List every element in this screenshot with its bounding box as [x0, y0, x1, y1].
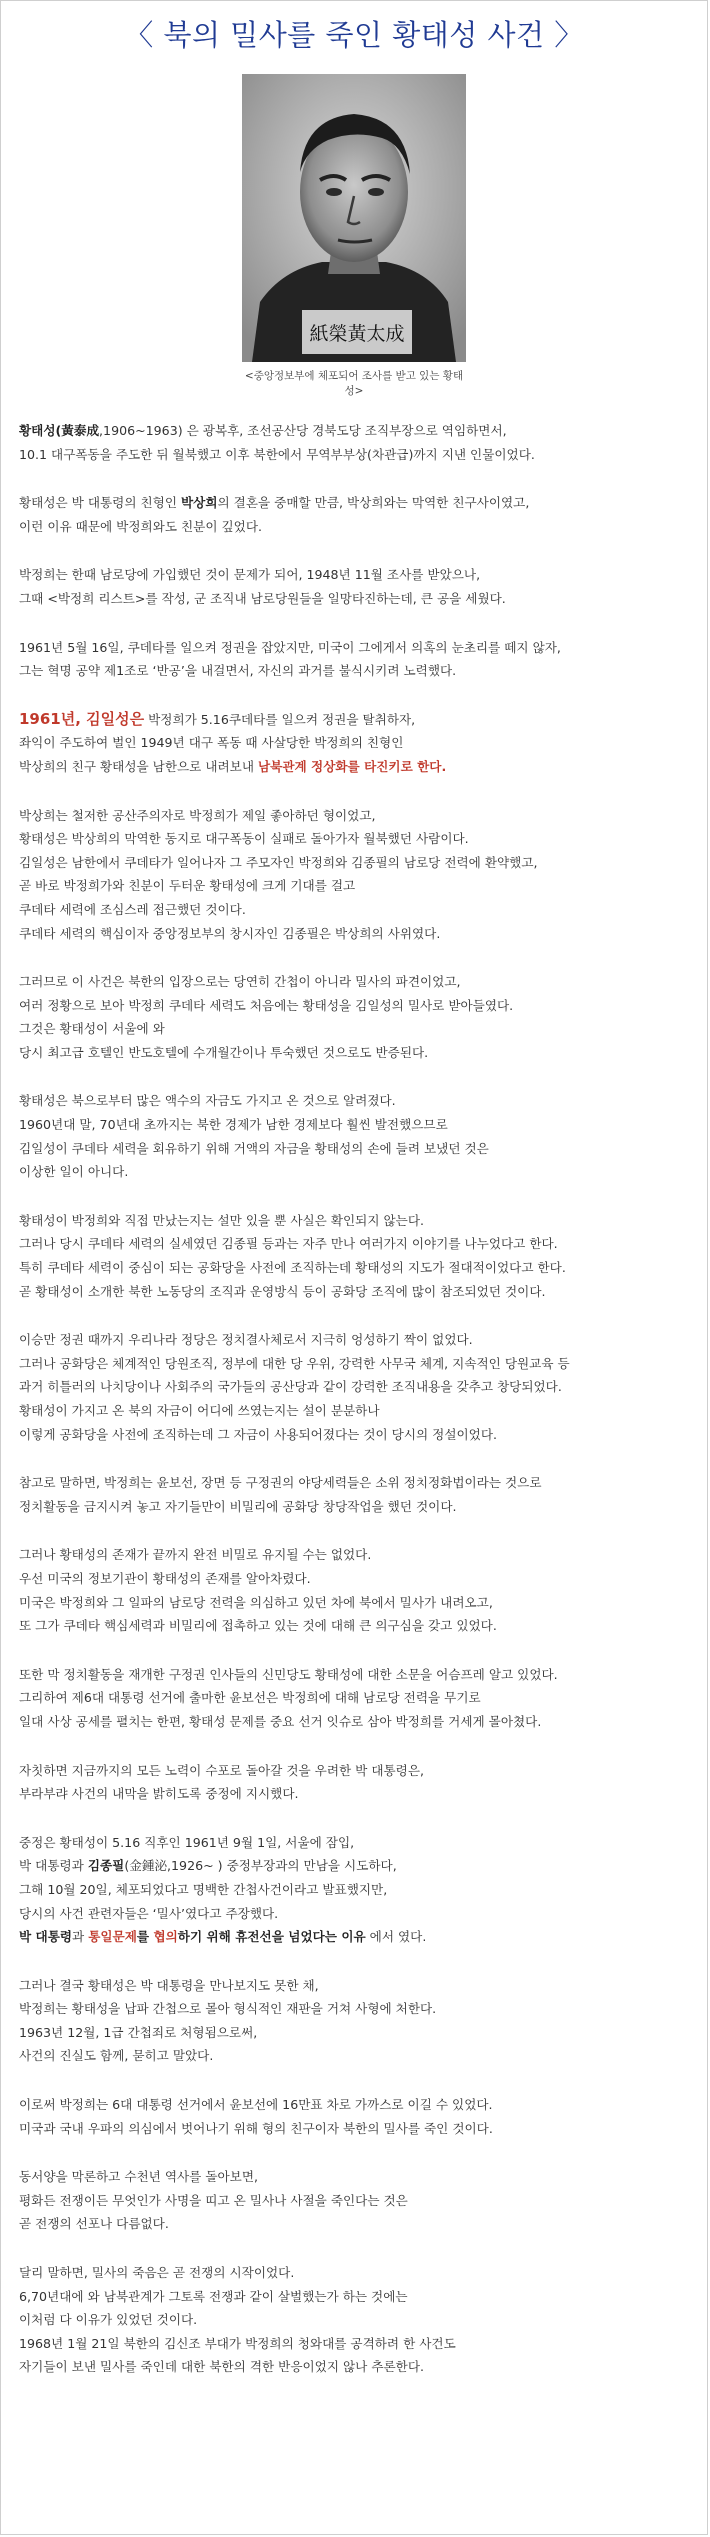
text-run: 황태성이 가지고 온 북의 자금이 어디에 쓰였는지는 설이 분분하나	[19, 1403, 380, 1418]
text-run: 박정희는 황태성을 납파 간첩으로 몰아 형식적인 재판을 거쳐 사형에 처한다.	[19, 2001, 437, 2017]
text-line	[19, 2189, 695, 2213]
text-run: 자기들이 보낸 밀사를 죽인데 대한 북한의 격한 반응이었지 않나 추론한다.	[19, 2359, 424, 2375]
text-run: (金鍾泌,1926~ ) 중정부장과의 만남을 시도하다,	[124, 1858, 397, 1874]
text-run: 1960년대 말, 70년대 초까지는 북한 경제가 남한 경제보다 훨씬 발전했으므로	[19, 1117, 448, 1133]
text-line	[19, 1974, 695, 1998]
text-line	[19, 1686, 695, 1710]
text-line	[19, 2261, 695, 2285]
text-run: 곧 전쟁의 선포나 다름없다.	[19, 2216, 169, 2232]
text-run: 그러나 황태성의 존재가 끝까지 완전 비밀로 유지될 수는 없었다.	[19, 1547, 372, 1563]
paragraph	[19, 1974, 695, 2068]
text-line	[19, 1375, 695, 1399]
portrait-photo	[242, 74, 466, 362]
text-run: 특히 쿠데타 세력이 중심이 되는 공화당을 사전에 조직하는데 황태성의 지도가 절대적이었다고 한다.	[19, 1260, 566, 1276]
text-run: 김일성이 쿠데타 세력을 회유하기 위해 거액의 자금을 황태성의 손에 들려 보냈던 것은	[19, 1140, 489, 1156]
text-line	[19, 1256, 695, 1280]
text-run: 이상한 일이 아니다.	[19, 1164, 129, 1180]
text-run: 그는 혁명 공약 제1조로 ‘반공’을 내걸면서, 자신의 과거를 불식시키려 노력했다.	[19, 663, 457, 679]
paragraph	[19, 491, 695, 538]
text-run: 이렇게 공화당을 사전에 조직하는데 그 자금이 사용되어졌다는 것이 당시의 정설이었다.	[19, 1426, 497, 1442]
text-line	[19, 1113, 695, 1137]
photo-caption: <중앙정보부에 체포되어 조사를 받고 있는 황태성>	[244, 370, 464, 397]
text-line	[19, 587, 695, 611]
text-line	[19, 1280, 695, 1304]
text-line	[19, 419, 695, 443]
text-run: 그러나 당시 쿠데타 세력의 실세였던 김종필 등과는 자주 만나 여러가지 이야기를 나누었다고 한다.	[19, 1236, 558, 1252]
text-run: 박 대통령과	[19, 1858, 88, 1874]
paragraph	[19, 563, 695, 610]
text-run: 쿠데타 세력의 핵심이자 중앙정보부의 창시자인 김종필은 박상희의 사위였다.	[19, 925, 441, 941]
text-run: 그러므로 이 사건은 북한의 입장으로는 당연히 간첩이 아니라 밀사의 파견이었고,	[19, 974, 461, 990]
text-run: 과	[72, 1929, 89, 1945]
text-line	[19, 2285, 695, 2309]
text-run: 김일성은 남한에서 쿠데타가 일어나자 그 주모자인 박정희와 김종필의 남로당 전력에 환약했고,	[19, 854, 538, 870]
text-run: 박상희의 친구 황태성을 남한으로 내려보내	[19, 758, 258, 774]
text-run: 박상희는 철저한 공산주의자로 박정희가 제일 좋아하던 형이었고,	[19, 807, 376, 823]
text-run: 황태성이 박정희와 직접 만났는지는 설만 있을 뿐 사실은 확인되지 않는다.	[19, 1212, 424, 1228]
emphasis-text: (黃泰成	[55, 423, 100, 438]
emphasis-text: 협의	[153, 1929, 178, 1945]
emphasis-text: 박 대통령	[19, 1929, 73, 1945]
paragraph	[19, 2261, 695, 2379]
paragraph	[19, 1663, 695, 1734]
photo-chest-text: 紙榮黃太成	[309, 323, 405, 345]
text-line	[19, 1328, 695, 1352]
text-line	[19, 1782, 695, 1806]
text-line	[19, 1710, 695, 1734]
text-line	[19, 1352, 695, 1376]
text-run: 황태성은 박상희의 막역한 동지로 대구폭동이 실패로 돌아가자 월북했던 사람이다.	[19, 831, 469, 847]
photo-block	[242, 74, 466, 398]
paragraph	[19, 636, 695, 683]
text-line	[19, 1495, 695, 1519]
text-run: 미국은 박정희와 그 일파의 남로당 전력을 의심하고 있던 차에 북에서 밀사가 내려오고,	[19, 1594, 493, 1610]
text-line	[19, 731, 695, 755]
text-run: 황태성은 북으로부터 많은 액수의 자금도 가지고 온 것으로 알려졌다.	[19, 1093, 396, 1109]
text-line	[19, 1160, 695, 1184]
text-run: 일대 사상 공세를 펼치는 한편, 황태성 문제를 중요 선거 잇슈로 삼아 박정희를 거세게 몰아쳤다.	[19, 1713, 542, 1729]
text-line	[19, 755, 695, 779]
text-line	[19, 1854, 695, 1878]
text-run: 이처럼 다 이유가 있었던 것이다.	[19, 2312, 198, 2328]
text-run: 곧 황태성이 소개한 북한 노동당의 조직과 운영방식 등이 공화당 조직에 많이 참조되었던 것이다.	[19, 1283, 546, 1299]
paragraph	[19, 1209, 695, 1303]
text-run: 1968년 1월 21일 북한의 김신조 부대가 박정희의 청와대를 공격하려 한 사건도	[19, 2335, 456, 2351]
text-line	[19, 2332, 695, 2356]
text-run: 여러 정황으로 보아 박정희 쿠데타 세력도 처음에는 황태성을 김일성의 밀사로 받아들였다.	[19, 997, 514, 1013]
text-run: 정치활동을 금지시켜 놓고 자기들만이 비밀리에 공화당 창당작업을 했던 것이다.	[19, 1498, 457, 1514]
text-run: 그때 <박정희 리스트>를 작성, 군 조직내 남로당원들을 일망타진하는데, 큰 공을 세웠다.	[19, 590, 506, 606]
text-line	[19, 1017, 695, 1041]
text-line	[19, 2212, 695, 2236]
text-line	[19, 1471, 695, 1495]
text-run: 의 결혼을 중매할 만큼, 박상희와는 막역한 친구사이였고,	[217, 495, 530, 511]
paragraph	[19, 2093, 695, 2140]
text-line	[19, 708, 695, 732]
article-body	[19, 419, 695, 2404]
text-run: 또 그가 쿠데타 핵심세력과 비밀리에 접촉하고 있는 것에 대해 큰 의구심을 갖고 있었다.	[19, 1618, 497, 1634]
text-line	[19, 970, 695, 994]
text-run: 이로써 박정희는 6대 대통령 선거에서 윤보선에 16만표 차로 가까스로 이길 수 있었다.	[19, 2097, 493, 2113]
text-line	[19, 636, 695, 660]
text-run: 부라부랴 사건의 내막을 밝히도록 중정에 지시했다.	[19, 1786, 299, 1802]
paragraph	[19, 1759, 695, 1806]
text-line	[19, 1831, 695, 1855]
text-line	[19, 1399, 695, 1423]
emphasis-text: 하기 위해 휴전선을 넘었다는 이유	[177, 1929, 366, 1945]
text-run: 그러나 공화당은 체계적인 당원조직, 정부에 대한 당 우위, 강력한 사무국 체계, 지속적인 당원교육 등	[19, 1355, 570, 1371]
emphasis-text: 를	[136, 1929, 154, 1945]
text-line	[19, 1663, 695, 1687]
paragraph	[19, 804, 695, 946]
text-run: 1961년 5월 16일, 쿠데타를 일으켜 정권을 잡았지만, 미국이 그에게서 의혹의 눈초리를 떼지 않자,	[19, 639, 561, 655]
text-run: 당시의 사건 관련자들은 ‘밀사’였다고 주장했다.	[19, 1905, 279, 1921]
text-line	[19, 1925, 695, 1949]
emphasis-text: 김종필	[87, 1858, 125, 1874]
emphasis-text: 1961년, 김일성은	[19, 709, 145, 728]
text-run: 1963년 12월, 1급 간첩죄로 처형됨으로써,	[19, 2024, 258, 2040]
text-line	[19, 1089, 695, 1113]
text-run: 이승만 정권 때까지 우리나라 정당은 정치결사체로서 지극히 엉성하기 짝이 없었다.	[19, 1332, 473, 1348]
paragraph	[19, 970, 695, 1064]
text-run: 좌익이 주도하여 벌인 1949년 대구 폭동 때 사살당한 박정희의 친형인	[19, 735, 404, 751]
text-run: 그러나 결국 황태성은 박 대통령을 만나보지도 못한 채,	[19, 1977, 319, 1993]
text-run: 이런 이유 때문에 박정희와도 친분이 깊었다.	[19, 518, 262, 534]
text-line	[19, 2165, 695, 2189]
text-run: 그것은 황태성이 서울에 와	[19, 1021, 165, 1037]
paragraph	[19, 2165, 695, 2236]
text-line	[19, 515, 695, 539]
text-line	[19, 2093, 695, 2117]
text-run: 평화든 전쟁이든 무엇인가 사명을 띠고 온 밀사나 사절을 죽인다는 것은	[19, 2192, 408, 2208]
emphasis-text: 황태성	[19, 423, 56, 438]
text-line	[19, 2021, 695, 2045]
text-line	[19, 874, 695, 898]
text-run: 중정은 황태성이 5.16 직후인 1961년 9월 1일, 서울에 잠입,	[19, 1834, 355, 1850]
text-line	[19, 1232, 695, 1256]
text-line	[19, 994, 695, 1018]
text-line	[19, 2355, 695, 2379]
text-line	[19, 827, 695, 851]
text-run: 당시 최고급 호텔인 반도호텔에 수개월간이나 투숙했던 것으로도 반증된다.	[19, 1044, 429, 1060]
text-line	[19, 898, 695, 922]
paragraph	[19, 419, 695, 466]
emphasis-text: 통일문제	[88, 1929, 137, 1945]
text-run: 과거 히틀러의 나치당이나 사회주의 국가들의 공산당과 같이 강력한 조직내용을 갖추고 창당되었다.	[19, 1379, 562, 1395]
text-line	[19, 1137, 695, 1161]
emphasis-text: 남북관계 정상화를 타진키로 한다.	[258, 758, 447, 774]
text-run: 10.1 대구폭동을 주도한 뒤 월북했고 이후 북한에서 무역부부상(차관급)까지 지낸 인물이었다.	[19, 446, 535, 462]
text-line	[19, 922, 695, 946]
paragraph	[19, 1089, 695, 1183]
text-line	[19, 563, 695, 587]
text-run: 쿠데타 세력에 조심스레 접근했던 것이다.	[19, 901, 246, 917]
text-line	[19, 491, 695, 515]
text-line	[19, 1902, 695, 1926]
text-run: 자칫하면 지금까지의 모든 노력이 수포로 돌아갈 것을 우려한 박 대통령은,	[19, 1762, 424, 1778]
paragraph	[19, 1831, 695, 1949]
text-run: 동서양을 막론하고 수천년 역사를 돌아보면,	[19, 2169, 258, 2185]
text-line	[19, 1423, 695, 1447]
text-line	[19, 2308, 695, 2332]
text-line	[19, 1997, 695, 2021]
text-run: ,1906~1963) 은 광복후, 조선공산당 경북도당 조직부장으로 역임하면서,	[99, 423, 507, 438]
text-line	[19, 804, 695, 828]
text-run: 미국과 국내 우파의 의심에서 벗어나기 위해 형의 친구이자 북한의 밀사를 죽인 것이다.	[19, 2120, 493, 2136]
text-line	[19, 2044, 695, 2068]
text-line	[19, 1591, 695, 1615]
text-line	[19, 1567, 695, 1591]
text-line	[19, 1614, 695, 1638]
text-run: 사건의 진실도 함께, 묻히고 말았다.	[19, 2048, 214, 2064]
text-run: 또한 막 정치활동을 재개한 구정권 인사들의 신민당도 황태성에 대한 소문을 어슴프레 알고 있었다.	[19, 1666, 558, 1682]
text-run: 우선 미국의 정보기관이 황태성의 존재를 알아차렸다.	[19, 1570, 311, 1586]
text-run: 참고로 말하면, 박정희는 윤보선, 장면 등 구정권의 야당세력들은 소위 정치정화법이라는 것으로	[19, 1475, 542, 1491]
text-run: 에서 였다.	[365, 1929, 427, 1945]
text-line	[19, 659, 695, 683]
text-line	[19, 443, 695, 467]
text-line	[19, 1543, 695, 1567]
text-run: 그리하여 제6대 대통령 선거에 출마한 윤보선은 박정희에 대해 남로당 전력을 무기로	[19, 1690, 481, 1706]
paragraph	[19, 1471, 695, 1518]
emphasis-text: 박상희	[181, 495, 218, 511]
text-line	[19, 1041, 695, 1065]
text-run: 그해 10월 20일, 체포되었다고 명백한 간첩사건이라고 발표했지만,	[19, 1881, 388, 1897]
text-run: 황태성은 박 대통령의 친형인	[19, 495, 181, 511]
text-run: 6,70년대에 와 남북관계가 그토록 전쟁과 같이 살벌했는가 하는 것에는	[19, 2288, 408, 2304]
text-line	[19, 1759, 695, 1783]
text-run: 박정희가 5.16쿠데타를 일으켜 정권을 탈취하자,	[144, 711, 416, 727]
page-title: 〈 북의 밀사를 죽인 황태성 사건 〉	[124, 18, 584, 52]
text-run: 달리 말하면, 밀사의 죽음은 곧 전쟁의 시작이었다.	[19, 2265, 295, 2281]
text-line	[19, 2117, 695, 2141]
text-line	[19, 1209, 695, 1233]
text-line	[19, 851, 695, 875]
paragraph	[19, 1543, 695, 1637]
paragraph	[19, 1328, 695, 1446]
text-run: 박정희는 한때 남로당에 가입했던 것이 문제가 되어, 1948년 11월 조사를 받았으나,	[19, 567, 481, 583]
paragraph	[19, 708, 695, 779]
text-line	[19, 1878, 695, 1902]
text-run: 곧 바로 박정희가와 친분이 두터운 황태성에 크게 기대를 걸고	[19, 878, 356, 894]
